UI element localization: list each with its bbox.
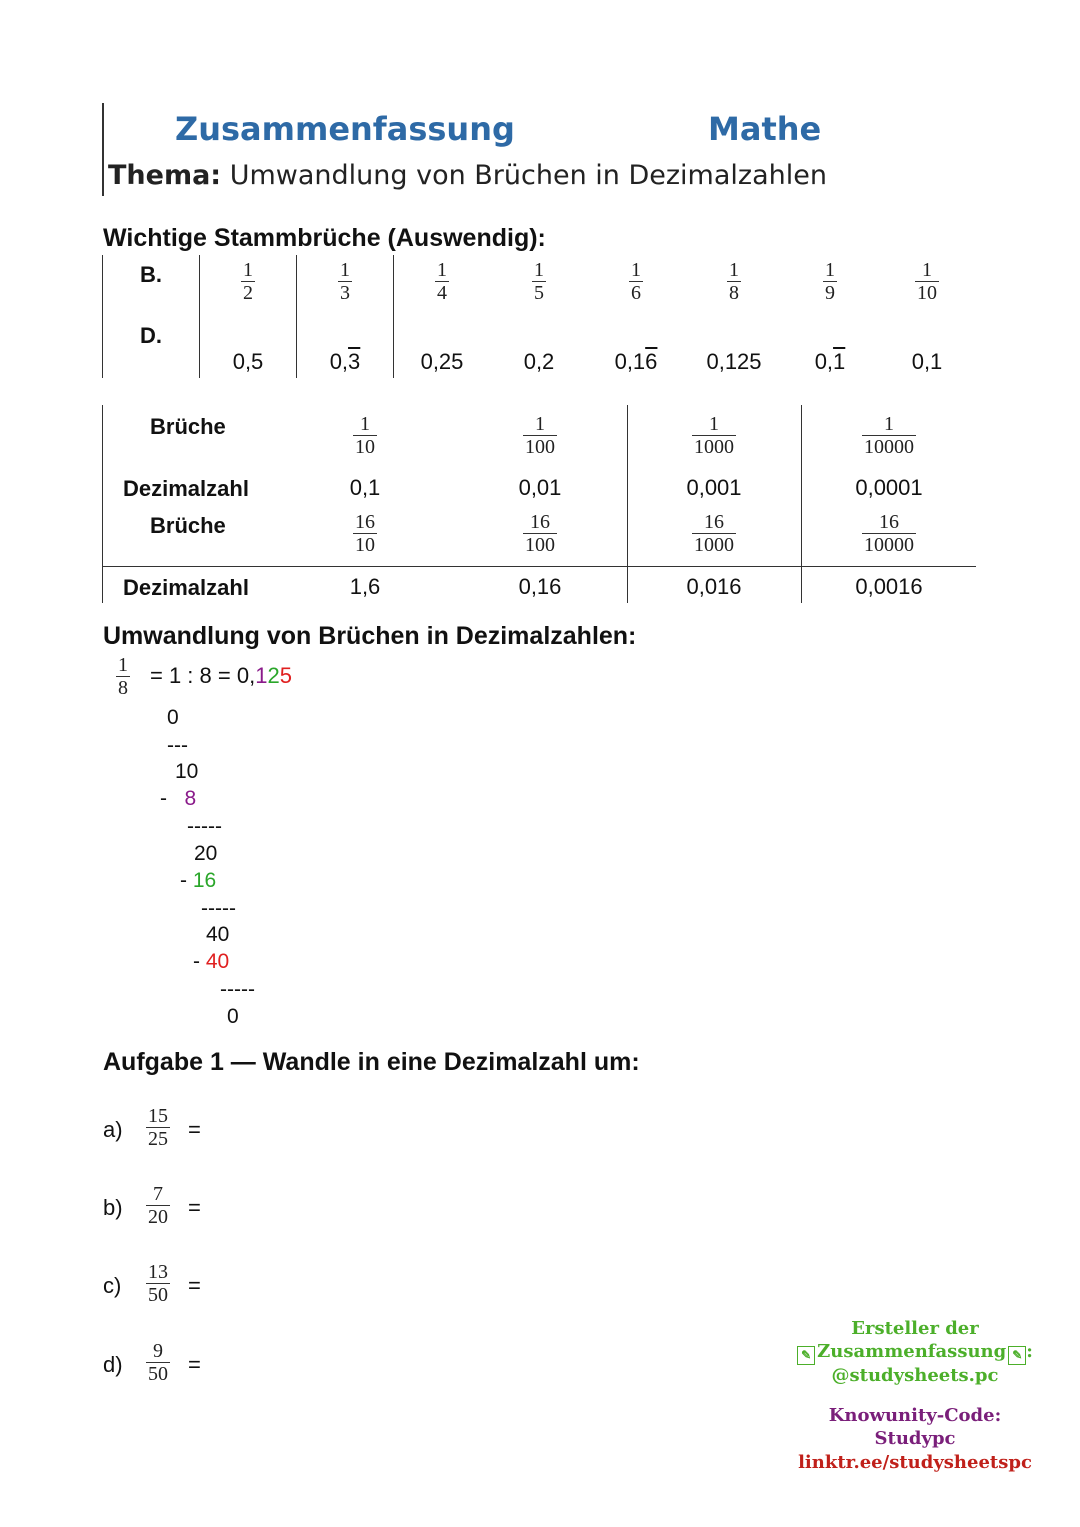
exercise-fraction (138, 1340, 178, 1385)
frac-den: 25 (148, 1128, 168, 1150)
table2-label-dezimal-1: Dezimalzahl (123, 476, 249, 501)
exercise-label: b) (103, 1195, 123, 1220)
theme-line (108, 160, 827, 191)
stamm-heading: Wichtige Stammbrüche (Auswendig): (103, 224, 546, 252)
frac-num: 1 (243, 259, 253, 281)
table2-fraction (500, 511, 580, 556)
division-separator: ----- (187, 815, 222, 838)
exercise-equals: = (188, 1117, 201, 1142)
frac-num: 1 (437, 259, 447, 281)
table2-divider-1 (627, 405, 628, 603)
table2-decimal: 0,1 (349, 475, 381, 500)
stamm-decimal (882, 349, 972, 375)
frac-den: 100 (525, 436, 555, 458)
decimal-value: 0,25 (420, 349, 464, 374)
table2-fraction (325, 413, 405, 458)
stamm-decimal (494, 349, 584, 375)
frac-num: 1 (825, 259, 835, 281)
stamm-fraction (714, 259, 754, 304)
table2-fraction (849, 511, 929, 556)
conversion-eq-prefix: = 1 : 8 = 0, (150, 663, 256, 688)
frac-num: 1 (534, 259, 544, 281)
frac-den: 1000 (694, 534, 734, 556)
frac-den: 2 (243, 282, 253, 304)
decimal-value: 0, (329, 349, 349, 374)
conversion-digit-1: 1 (255, 663, 268, 688)
stamm-decimal (689, 349, 779, 375)
division-step: 20 (194, 842, 218, 865)
frac-num: 16 (704, 511, 724, 533)
exercise-label: a) (103, 1117, 123, 1142)
frac-num: 1 (709, 413, 719, 435)
division-step: 0 (227, 1005, 239, 1028)
table2-fraction (325, 511, 405, 556)
frac-den: 9 (825, 282, 835, 304)
subtract-value: 16 (192, 869, 217, 892)
credit-line-3: @studysheets.pc (831, 1365, 999, 1386)
exercise-fraction (138, 1183, 178, 1228)
exercise-label: c) (103, 1273, 122, 1298)
decimal-period: 1 (833, 349, 846, 374)
division-separator: --- (167, 734, 188, 757)
frac-num: 1 (922, 259, 932, 281)
stamm-fraction (810, 259, 850, 304)
frac-den: 1000 (694, 436, 734, 458)
decimal-period: 6 (645, 349, 658, 374)
stamm-border-left (102, 255, 103, 378)
table2-fraction (849, 413, 929, 458)
frac-den: 20 (148, 1206, 168, 1228)
exercise-equals: = (188, 1352, 201, 1377)
subtract-value: 40 (205, 950, 230, 973)
exercise-equals: = (188, 1195, 201, 1220)
exercise-heading: Aufgabe 1 — Wandle in eine Dezimalzahl um: (103, 1048, 640, 1076)
decimal-value: 0,1 (911, 349, 943, 374)
division-separator: ----- (220, 978, 255, 1001)
frac-den: 10000 (864, 534, 914, 556)
minus-sign: - (160, 787, 167, 810)
stamm-fraction (907, 259, 947, 304)
header-left-border (102, 103, 104, 196)
subject-title: Mathe (708, 110, 822, 148)
frac-num: 1 (729, 259, 739, 281)
memo-icon: ✎ (797, 1346, 815, 1365)
frac-den: 6 (631, 282, 641, 304)
stamm-decimal (300, 349, 390, 375)
frac-num: 1 (535, 413, 545, 435)
stamm-decimal (203, 349, 293, 375)
exercise-fraction (138, 1261, 178, 1306)
stamm-fraction (325, 259, 365, 304)
stamm-row-d: D. (140, 323, 162, 348)
exercise-fraction (138, 1105, 178, 1150)
conversion-digit-3: 5 (279, 663, 292, 688)
table2-hline (102, 566, 976, 567)
exercise-equals: = (188, 1273, 201, 1298)
frac-num: 7 (153, 1183, 163, 1205)
frac-den: 50 (148, 1284, 168, 1306)
stamm-decimal (785, 349, 875, 375)
table2-decimal: 0,016 (686, 574, 742, 599)
decimal-value: 0,5 (232, 349, 264, 374)
frac-num: 1 (340, 259, 350, 281)
decimal-value: 0,1 (614, 349, 646, 374)
subtract-value: 8 (184, 787, 197, 810)
conversion-fraction (116, 654, 130, 699)
frac-den: 10 (355, 534, 375, 556)
stamm-divider-1 (199, 255, 200, 378)
division-step: 10 (175, 760, 199, 783)
frac-num: 15 (148, 1105, 168, 1127)
credit-line-2 (795, 1341, 1035, 1365)
frac-den: 50 (148, 1363, 168, 1385)
table2-border-left (102, 405, 103, 603)
decimal-period: 3 (348, 349, 361, 374)
conversion-frac-num: 1 (118, 654, 128, 676)
stamm-divider-3 (393, 255, 394, 378)
decimal-value: 0, (814, 349, 834, 374)
table2-decimal: 0,01 (518, 475, 562, 500)
credit-line-5: Studypc (874, 1428, 956, 1449)
division-separator: ----- (201, 897, 236, 920)
conversion-heading: Umwandlung von Brüchen in Dezimalzahlen: (103, 622, 637, 650)
minus-sign: - (193, 950, 200, 973)
conversion-equation (150, 663, 292, 689)
frac-num: 13 (148, 1261, 168, 1283)
division-subtract-row (193, 950, 229, 974)
frac-num: 9 (153, 1340, 163, 1362)
frac-den: 100 (525, 534, 555, 556)
frac-num: 16 (879, 511, 899, 533)
stamm-divider-2 (296, 255, 297, 378)
stamm-fraction (228, 259, 268, 304)
table2-divider-2 (801, 405, 802, 603)
stamm-decimal (397, 349, 487, 375)
memo-icon: ✎ (1008, 1346, 1026, 1365)
division-step: 0 (167, 706, 179, 729)
conversion-frac-den: 8 (118, 677, 128, 699)
minus-sign: - (180, 869, 187, 892)
frac-den: 10000 (864, 436, 914, 458)
table2-decimal: 1,6 (349, 574, 381, 599)
frac-den: 10 (917, 282, 937, 304)
table2-fraction (500, 413, 580, 458)
frac-num: 1 (884, 413, 894, 435)
table2-decimal: 0,001 (686, 475, 742, 500)
stamm-row-b: B. (140, 262, 162, 287)
decimal-value: 0,125 (706, 349, 762, 374)
stamm-fraction (422, 259, 462, 304)
frac-den: 3 (340, 282, 350, 304)
division-subtract-row (180, 869, 216, 893)
division-subtract-row (160, 787, 196, 811)
frac-num: 1 (631, 259, 641, 281)
page-title: Zusammenfassung (175, 110, 515, 148)
exercise-label: d) (103, 1352, 123, 1377)
table2-label-brueche-1: Brüche (150, 414, 226, 439)
table2-decimal: 0,16 (518, 574, 562, 599)
frac-den: 5 (534, 282, 544, 304)
credit-line-2-text: Zusammenfassung (817, 1341, 1007, 1362)
table2-fraction (674, 413, 754, 458)
credit-line-1: Ersteller der (851, 1318, 979, 1339)
table2-decimal: 0,0016 (855, 574, 923, 599)
conversion-digit-2: 2 (267, 663, 280, 688)
frac-den: 4 (437, 282, 447, 304)
frac-den: 10 (355, 436, 375, 458)
table2-decimal: 0,0001 (855, 475, 923, 500)
stamm-fraction (519, 259, 559, 304)
table2-fraction (674, 511, 754, 556)
division-step: 40 (206, 923, 230, 946)
credit-line-4: Knowunity-Code: (828, 1405, 1002, 1426)
frac-num: 16 (355, 511, 375, 533)
theme-text: Umwandlung von Brüchen in Dezimalzahlen (229, 160, 827, 191)
credit-line-2-end: : (1026, 1341, 1033, 1362)
frac-num: 1 (360, 413, 370, 435)
frac-den: 8 (729, 282, 739, 304)
frac-num: 16 (530, 511, 550, 533)
stamm-decimal (591, 349, 681, 375)
stamm-fraction (616, 259, 656, 304)
table2-label-dezimal-2: Dezimalzahl (123, 575, 249, 600)
table2-label-brueche-2: Brüche (150, 513, 226, 538)
theme-label: Thema: (108, 160, 222, 191)
decimal-value: 0,2 (523, 349, 555, 374)
credit-line-6: linktr.ee/studysheetspc (798, 1452, 1032, 1473)
